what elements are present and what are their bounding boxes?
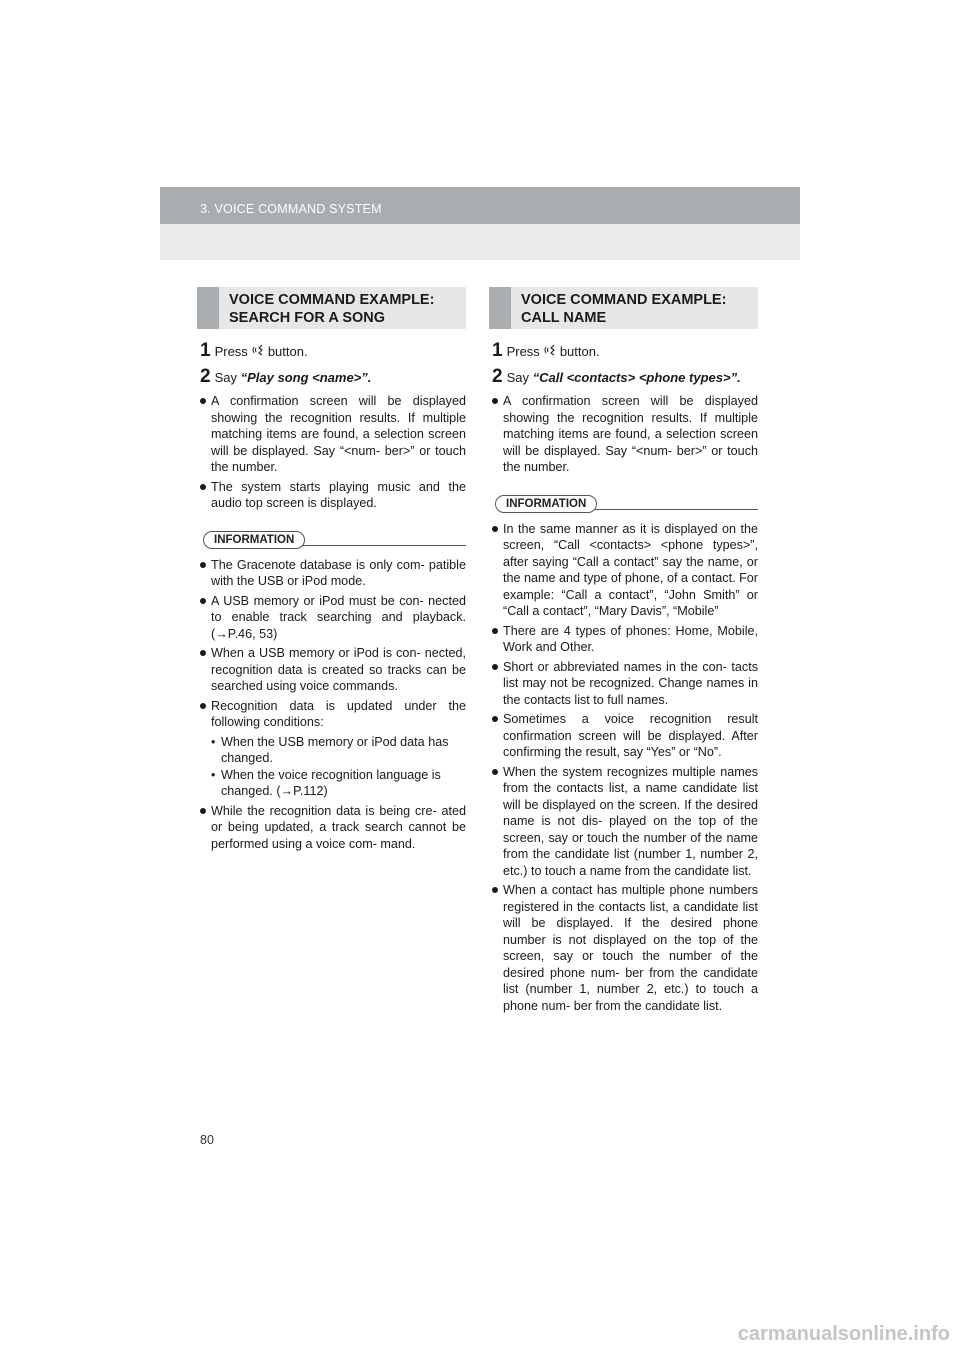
right-title-box [489, 287, 758, 329]
step-number: 2 [200, 366, 211, 387]
right-step-1 [492, 341, 758, 361]
step-number: 2 [492, 366, 503, 387]
left-info-sublist [197, 734, 466, 800]
left-title-line2: SEARCH FOR A SONG [229, 310, 386, 326]
title-accent-bar [489, 287, 511, 329]
step-text-after: button. [559, 344, 600, 359]
right-title [521, 291, 726, 327]
right-title-line2: CALL NAME [521, 310, 607, 326]
step-text: Say [506, 370, 529, 385]
right-information [489, 479, 758, 521]
left-title-line1: VOICE COMMAND EXAMPLE: [229, 292, 435, 308]
left-step-2 [200, 367, 466, 387]
step-number: 1 [200, 340, 211, 361]
left-step-1 [200, 341, 466, 361]
right-column [489, 287, 758, 1017]
title-accent-bar [197, 287, 219, 329]
left-title-box [197, 287, 466, 329]
section-title: 3. VOICE COMMAND SYSTEM [200, 202, 382, 216]
step-text-after: button. [267, 344, 308, 359]
left-information [197, 515, 466, 557]
voice-command: “Play song <name>”. [240, 370, 372, 385]
list-item: A confirmation screen will be displayed showing the recognition results. If multiple matching items are found, a selection screen will be displayed. Say “<num- ber>” or touch the number. [197, 393, 466, 476]
list-item: When the system recognizes multiple names from the contacts list, a name candidate list will be displayed on the screen. If the desired name is not dis- played on the top of the screen, say or touch the number of the name from the candidate list (number 1, number 2, etc.) to touch a name from the candidate list. [489, 764, 758, 880]
step-text: Say [214, 370, 237, 385]
sub-item: • When the voice recognition language is changed. (→P.112) [211, 767, 466, 800]
left-title [229, 291, 434, 327]
left-info-list [197, 557, 466, 731]
list-item: Recognition data is updated under the following conditions: [197, 698, 466, 731]
right-step-2 [492, 367, 758, 387]
list-item: When a contact has multiple phone numbers registered in the contacts list, a candidate list will be displayed. If the desired phone number is not displayed on the top of the screen, say or touch the number of the desired phone num- ber from the candidate list (number 1, number 2, etc.) to touch a phone num- ber from the candidate list. [489, 882, 758, 1014]
left-bullet-list [197, 393, 466, 512]
voice-command: “Call <contacts> <phone types>”. [532, 370, 741, 385]
list-item: The system starts playing music and the audio top screen is displayed. [197, 479, 466, 512]
list-item: A confirmation screen will be displayed showing the recognition results. If multiple matching items are found, a selection screen will be displayed. Say “<num- ber>” or touch the number. [489, 393, 758, 476]
list-item: A USB memory or iPod must be con- nected to enable track searching and playback. (→P.46, 53) [197, 593, 466, 643]
information-label: INFORMATION [495, 495, 597, 513]
step-text: Press [506, 344, 540, 359]
right-info-list [489, 521, 758, 1015]
header-subband [160, 224, 800, 260]
sub-item: • When the USB memory or iPod data has changed. [211, 734, 466, 767]
left-info-list-end [197, 803, 466, 853]
right-title-line1: VOICE COMMAND EXAMPLE: [521, 292, 727, 308]
right-bullet-list [489, 393, 758, 476]
list-item: When a USB memory or iPod is con- nected, recognition data is created so tracks can be searched using voice commands. [197, 645, 466, 695]
step-text: Press [214, 344, 248, 359]
list-item: Short or abbreviated names in the con- tacts list may not be recognized. Change names in the contacts list to full names. [489, 659, 758, 709]
step-number: 1 [492, 340, 503, 361]
talk-switch-icon [251, 344, 265, 356]
page-number: 80 [200, 1133, 214, 1147]
list-item: While the recognition data is being cre- ated or being updated, a track search cannot be performed using a voice com- mand. [197, 803, 466, 853]
list-item: In the same manner as it is displayed on the screen, “Call <contacts> <phone types>”, after saying “Call a contact” say the name, or the name and type of phone, of a contact. For example: “Call a contact”, “John Smith” or “Call a contact”, “Mary Davis”, “Mobile” [489, 521, 758, 620]
list-item: There are 4 types of phones: Home, Mobile, Work and Other. [489, 623, 758, 656]
watermark: carmanualsonline.info [737, 1323, 950, 1345]
talk-switch-icon [543, 344, 557, 356]
left-column [197, 287, 466, 855]
information-label: INFORMATION [203, 531, 305, 549]
list-item: The Gracenote database is only com- patible with the USB or iPod mode. [197, 557, 466, 590]
list-item: Sometimes a voice recognition result confirmation screen will be displayed. After confirming the result, say “Yes” or “No”. [489, 711, 758, 761]
